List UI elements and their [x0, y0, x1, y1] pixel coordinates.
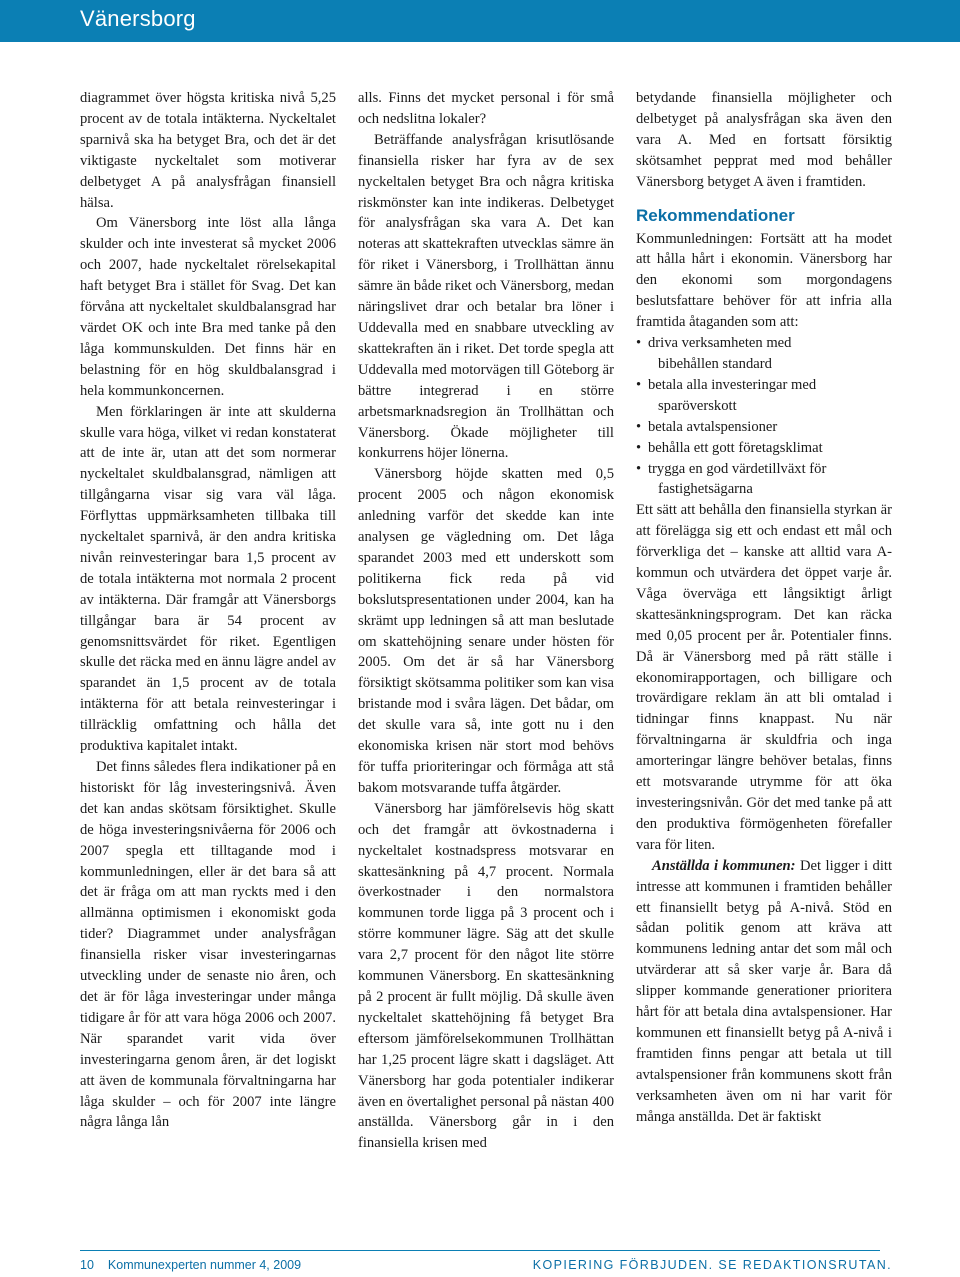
paragraph	[636, 856, 892, 1128]
paragraph-body: Det ligger i ditt intresse att kommunen i framtiden behåller ett finansiellt betyg på A-nivå. Stöd en sådan politik genom att kräva att kommunens ledning antar det som mål och utvärderar att så sker varje år. Bara då slipper kommande generationer prioritera hårt för att betala dina avtalspensioner. Har kommunen ett finansiellt betyg på A-nivå i framtiden finns pengar att betala ut till avtalspensioner från kommunens skott från verksamheten även om ni har varit för många anställda. Det är faktiskt	[636, 857, 892, 1125]
list-item	[636, 417, 892, 438]
bullet-icon: •	[636, 376, 642, 393]
bullet-icon: •	[636, 335, 642, 352]
bullet-icon: •	[636, 439, 642, 456]
list-item-text: betala avtalspensioner	[648, 418, 778, 435]
bullet-icon: •	[636, 460, 642, 477]
list-item	[636, 375, 892, 417]
paragraph: Det finns således flera indikationer på en historiskt för låg investeringsnivå. Även det kan andas skötsam försiktighet. Skulle de höga investeringsnivåerna för 2006 och 2007 spegla ett tilltagande mod i kommunledningen, eller är det bara så att det är fråga om att man ryckts med i den allmänna optimismen i ekonomiskt goda tider? Diagrammet under analysfrågan finansiella risker visar investeringarnas utveckling under de senaste nio åren, och det är för låga investeringar under många tidigare år för att vara höga 2006 och 2007. När sparandet varit vida över investeringarna genom åren, är det logiskt att även de kommunala förvaltningarna har låga skulder – och för 2007 inte längre några långa lån	[80, 759, 336, 1131]
paragraph: Vänersborg höjde skatten med 0,5 procent 2005 och någon ekonomisk anledning varför det skedde kan inte analysen ge vägledning om. Det låga sparandet 2003 med ett underskott som politikerna fick reda på vid bokslutspresentationen under 2004, kan ha skrämt upp ledningen så att man beslutade om skattehöjning senare under hösten för 2005. Om det är så har Vänersborg försiktigt skötsamma politiker som kan visa bristande mod i svåra lägen. Det bådar, om det skulle vara så, inte gott nu i den ekonomiska krisen när stort mod behövs för tuffa prioriteringar och förmåga att stå bakom motsvarande tuffa åtgärder.	[358, 466, 614, 796]
recommendation-list	[636, 333, 892, 500]
paragraph: Kommunledningen: Fortsätt att ha modet att hålla hårt i ekonomin. Vänersborg har den ekonomi som morgondagens beslutsfattare behöver för att infria alla framtida åtaganden som att:	[636, 230, 892, 331]
section-heading: Rekommendationer	[636, 205, 795, 225]
page-title: Vänersborg	[80, 6, 196, 31]
text-column-1	[80, 88, 336, 1133]
list-item	[636, 333, 892, 375]
paragraph-lead: Anställda i kommunen:	[652, 857, 796, 874]
list-item-text: driva verksamheten med	[648, 335, 792, 352]
list-item-text: betala alla investeringar med	[648, 376, 817, 393]
text-column-2	[358, 88, 614, 1154]
footer	[80, 1258, 892, 1274]
header-bar	[0, 0, 960, 42]
paragraph: diagrammet över högsta kritiska nivå 5,25 procent av de totala intäkterna. Nyckeltalet sparnivå ska ha betyget Bra, och det är det viktigaste nyckeltalet som motiverar delbetyget A på analysfrågan finansiell hälsa.	[80, 90, 336, 211]
bullet-icon: •	[636, 418, 642, 435]
footer-publication-info	[80, 1258, 301, 1272]
publication-name: Kommunexperten nummer 4, 2009	[107, 1258, 302, 1272]
page-number: 10	[80, 1258, 94, 1272]
paragraph: Men förklaringen är inte att skulderna skulle vara höga, vilket vi redan konstaterat att de inte är, utan att det som normerar nyckeltalet skuldbalansgrad, nämligen att tillgångarna visar sig vara väl låga. Förflyttas uppmärksamheten tillbaka till nyckeltalet sparnivå, är den andra kritiska nivån reinvesteringar bara 1,5 procent av de totala intäkterna mot normala 2 procent av intäkterna. Där framgår att Vänersborgs tillgångar bara är 54 procent av genomsnittsvärdet för riket. Egentligen skulle det räcka med en ännu lägre andel av sparandet än 1,5 procent av de totala intäkterna för att betala reinvesteringar i tillräcklig omfattning och hålla det produktiva kapitalet intakt.	[80, 403, 336, 755]
paragraph: Om Vänersborg inte löst alla långa skulder och inte investerat så mycket 2006 och 2007, hade nyckeltalet rörelsekapital haft betyget Bra i stället för Svag. Det kan förvåna att nyckeltalet skuldbalansgrad har värdet OK och inte Bra med tanke på den låga kommunskulden. Det finns här en belastning för en hög skuldbalansgrad i hela kommunkoncernen.	[80, 215, 336, 399]
paragraph: betydande finansiella möjligheter och delbetyget på analysfrågan ska även den vara A. Med en fortsatt försiktig skötsamhet pepprat med mod behåller Vänersborg betyget A även i framtiden.	[636, 90, 892, 190]
paragraph: Ett sätt att behålla den finansiella styrkan är att förelägga sig ett och endast ett mål och förverkliga det – kanske att alltid vara A-kommun och utvärdera det öppet varje år. Våga överväga ett långsiktigt årligt skattesänkningsprogram. Det kan räcka med 0,05 procent per år. Potentialer finns. Då är Vänersborg med på rätt ställe i ekonomirapportagen, och billigare och trovärdigare reklam än att bli omtalad i tidningar finns knappast. Nu när förvaltningarna är skuldfria och inga amorteringar längre behöver betalas, finns ett motsvarande utrymme för att öka investeringsnivån. Gör det med tanke på att den produktiva förmögenheten förefaller vara för liten.	[636, 502, 892, 853]
list-item	[636, 459, 892, 501]
list-item-text: behålla ett gott företagsklimat	[648, 439, 823, 456]
paragraph: Vänersborg har jämförelsevis hög skatt och det framgår att övkostnaderna i nyckeltalet kostnadspress motsvarar en skattesänkning på 4,7 procent. Normala överkostnader i den normalstora kommunen torde ligga på 3 procent och i större kommuner lägre. Säg att det skulle vara 2,7 procent för den något lite större kommunen Vänersborg. En skattesänkning på 2 procent är fullt möjlig. Då skulle även nyckeltalet skattehöjning få betyget Bra eftersom jämförelsekommunen Trollhättan har 1,25 procent lägre skatt i dagsläget. Att Vänersborg har goda potentialer indikerar även en övertalighet personal på nästan 400 anställda. Vänersborg går in i den finansiella krisen med	[358, 800, 614, 1152]
list-item-text-continued: sparöverskott	[658, 397, 737, 414]
copyright-notice: KOPIERING FÖRBJUDEN. SE REDAKTIONSRUTAN.	[532, 1258, 892, 1272]
list-item-text-continued: bibehållen standard	[658, 355, 772, 372]
paragraph: Beträffande analysfrågan krisutlösande finansiella risker har fyra av de sex nyckeltalen betyget Bra och några kritiska riskmönster kan inte indikeras. Delbetyget för analysfrågan ska vara A. Det kan noteras att skattekraften utvecklas sämre än för riket i Vänersborg, i Trollhättan ännu sämre än både riket och Vänersborg, medan näringslivet drar och betalar bra löner i Uddevalla med en snabbare utveckling av skattekraften än i riket. Det torde spegla att Uddevalla med motorvägen till Göteborg är bättre integrerad i en större arbetsmarknadsregion än Trollhättan och Vänersborg. Ökade möjligheter till konkurrens höjer lönerna.	[358, 131, 614, 462]
list-item-text: trygga en god värdetillväxt för	[648, 460, 827, 477]
list-item-text-continued: fastighetsägarna	[658, 481, 753, 498]
text-column-3	[636, 88, 892, 1128]
footer-divider	[80, 1250, 880, 1251]
paragraph: alls. Finns det mycket personal i för små och nedslitna lokaler?	[358, 90, 614, 127]
list-item	[636, 438, 892, 459]
